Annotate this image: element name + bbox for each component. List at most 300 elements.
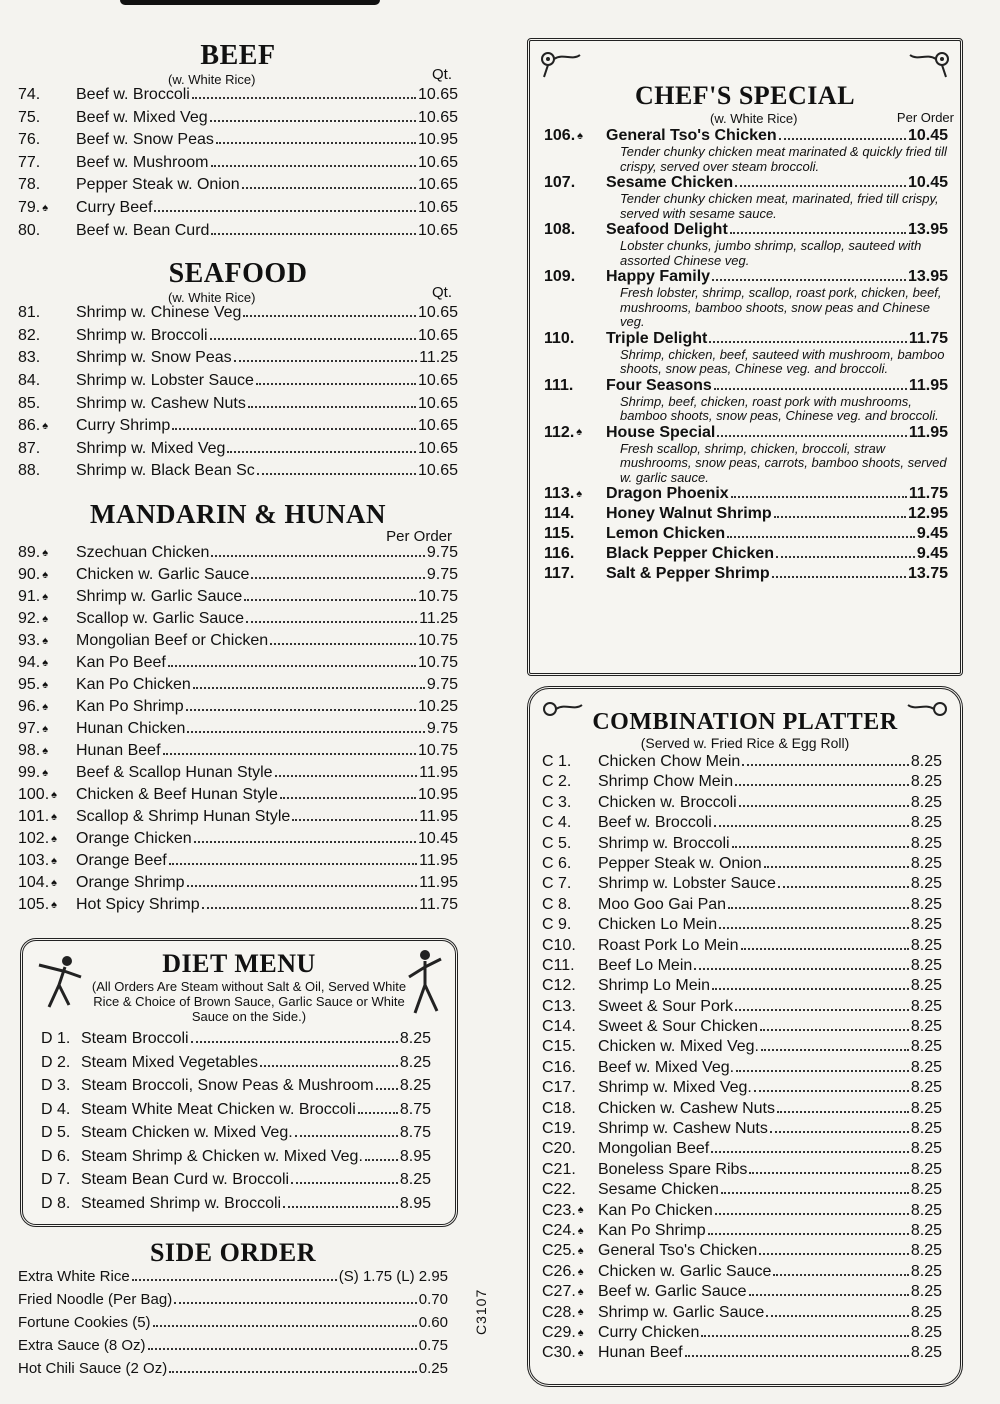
chef-row	[544, 505, 948, 525]
seafood-unit: Qt.	[431, 284, 452, 302]
dot-leader	[694, 968, 909, 970]
item-price: 10.75	[417, 653, 458, 671]
dot-leader	[770, 1131, 909, 1133]
dot-leader	[187, 731, 424, 733]
menu-row	[18, 349, 458, 372]
item-name: Shrimp w. Chinese Veg	[76, 304, 242, 322]
item-price: 10.65	[417, 462, 458, 480]
dot-leader	[210, 338, 416, 340]
chef-unit: Per Order	[896, 110, 954, 125]
item-number: 86. ♠	[18, 417, 49, 435]
item-number: C24. ♠	[542, 1221, 584, 1239]
item-price: 10.65	[417, 439, 458, 457]
item-number: 112. ♠	[544, 423, 583, 441]
item-name: Moo Goo Gai Pan	[598, 895, 727, 913]
item-price: (S) 1.75 (L) 2.95	[338, 1268, 448, 1285]
item-name: Salt & Pepper Shrimp	[606, 565, 770, 582]
item-name: Kan Po Chicken	[598, 1201, 713, 1219]
side-row	[18, 1268, 448, 1291]
dot-leader	[736, 1070, 909, 1072]
item-number: 93. ♠	[18, 631, 49, 649]
dot-leader	[772, 576, 906, 578]
top-decoration	[120, 0, 380, 5]
combination-platter-box	[527, 686, 963, 1387]
item-name: Beef w. Mixed Veg.	[598, 1058, 735, 1076]
item-price: 9.75	[426, 565, 458, 583]
combo-list	[530, 751, 960, 1365]
item-name: Steamed Shrimp w. Broccoli	[81, 1194, 282, 1212]
dot-leader	[742, 764, 909, 766]
item-description: Fresh scallop, shrimp, chicken, broccoli, straw mushrooms, snow peas, carrots, bamboo shoots, served w. garlic sauce.	[620, 440, 947, 485]
item-name: Beef w. Snow Peas	[76, 131, 214, 149]
dot-leader	[211, 165, 416, 167]
item-price: 11.95	[419, 763, 458, 781]
item-number: 108.	[544, 221, 576, 238]
dot-leader	[211, 555, 424, 557]
seafood-note: (w. White Rice)	[168, 290, 256, 306]
item-number: C28. ♠	[542, 1303, 584, 1321]
item-number: C29. ♠	[542, 1323, 584, 1341]
item-name: Sesame Chicken	[606, 174, 734, 191]
pepper-icon: ♠	[51, 832, 57, 845]
menu-row	[18, 440, 458, 463]
item-number: 75.	[18, 108, 41, 126]
combo-title: COMBINATION PLATTER	[592, 709, 898, 735]
combo-row	[542, 814, 942, 834]
item-price: 8.95	[399, 1147, 431, 1165]
combo-row	[542, 753, 942, 773]
menu-row	[18, 588, 458, 610]
item-name: Triple Delight	[606, 329, 708, 347]
dot-leader	[210, 120, 416, 122]
item-name: Shrimp w. Cashew Nuts	[598, 1120, 768, 1138]
item-price: 11.95	[419, 851, 458, 869]
item-number: 91. ♠	[18, 587, 49, 605]
item-price: 9.45	[916, 545, 948, 562]
menu-row	[18, 786, 458, 808]
dot-leader	[365, 1159, 398, 1161]
item-name: Honey Walnut Shrimp	[606, 505, 772, 522]
dot-leader	[234, 360, 418, 362]
item-name: Shrimp w. Black Bean Sc	[76, 462, 255, 480]
dot-leader	[773, 1274, 908, 1276]
mandarin-unit: Per Order	[386, 527, 452, 545]
item-name: Beef w. Broccoli	[598, 814, 712, 832]
item-number: C15.	[542, 1038, 576, 1056]
item-price: 8.25	[910, 753, 942, 770]
dot-leader	[735, 784, 909, 786]
item-number: C 2.	[542, 773, 572, 791]
item-number: C13.	[542, 997, 576, 1015]
diet-title: DIET MENU	[162, 949, 316, 978]
mandarin-list	[18, 544, 458, 918]
item-name: General Tso's Chicken	[606, 127, 777, 144]
menu-row	[18, 742, 458, 764]
item-name: Curry Shrimp	[76, 417, 171, 435]
item-name: Mongolian Beef	[598, 1140, 710, 1158]
dot-leader	[187, 885, 418, 887]
item-number: C 4.	[542, 814, 572, 832]
dot-leader	[242, 187, 416, 189]
menu-row	[18, 676, 458, 698]
item-name: Hot Chili Sauce (2 Oz)	[18, 1360, 168, 1377]
dot-leader	[169, 1371, 417, 1373]
item-name: General Tso's Chicken	[598, 1242, 758, 1260]
dot-leader	[163, 753, 416, 755]
item-price: 8.25	[910, 1262, 942, 1280]
item-price: 11.95	[419, 873, 458, 891]
combo-row	[542, 794, 942, 814]
dot-leader	[246, 621, 417, 623]
item-number: 96. ♠	[18, 697, 49, 715]
item-name: Lemon Chicken	[606, 525, 726, 542]
dot-leader	[148, 1348, 417, 1350]
item-name: Szechuan Chicken	[76, 543, 210, 561]
pepper-icon: ♠	[42, 766, 49, 779]
dot-leader	[283, 1206, 398, 1208]
pepper-icon: ♠	[42, 590, 49, 603]
item-description: Tender chunky chicken meat marinated & quickly fried till crispy, served over steam broccoli.	[620, 144, 947, 174]
item-number: C26. ♠	[542, 1262, 584, 1280]
item-price: 8.25	[910, 916, 942, 934]
combo-row	[542, 1100, 942, 1120]
diet-row	[41, 1171, 431, 1195]
item-number: C30. ♠	[542, 1344, 584, 1362]
item-number: 94. ♠	[18, 653, 49, 671]
dot-leader	[186, 709, 416, 711]
item-number: 98. ♠	[18, 741, 49, 759]
combo-row	[542, 1038, 942, 1058]
diet-row	[41, 1124, 431, 1148]
dot-leader	[712, 279, 906, 281]
item-number: C 1.	[542, 753, 572, 770]
dot-leader	[193, 687, 425, 689]
item-number: 76.	[18, 131, 41, 149]
item-price: 9.45	[916, 525, 948, 542]
item-name: Beef Lo Mein	[598, 956, 693, 974]
item-price: 10.65	[417, 394, 458, 412]
beef-title: BEEF	[200, 40, 276, 71]
item-number: 111.	[544, 376, 574, 394]
item-price: 0.25	[418, 1360, 448, 1377]
pepper-icon: ♠	[577, 1285, 584, 1298]
combo-note: (Served w. Fried Rice & Egg Roll)	[640, 735, 850, 751]
item-name: Chicken Lo Mein	[598, 916, 718, 934]
dot-leader	[275, 775, 418, 777]
item-number: 106. ♠	[544, 127, 583, 144]
item-number: 97. ♠	[18, 719, 49, 737]
item-price: 0.70	[418, 1291, 448, 1308]
item-price: 10.65	[417, 86, 458, 103]
item-number: D 7.	[41, 1171, 71, 1188]
diet-list	[23, 1024, 455, 1218]
dot-leader	[248, 406, 416, 408]
item-price: 11.75	[419, 895, 458, 913]
menu-row	[18, 109, 458, 132]
dot-leader	[731, 496, 907, 498]
dot-leader	[132, 1279, 337, 1281]
flower-corner-left-icon	[534, 47, 582, 79]
item-name: Shrimp Chow Mein	[598, 773, 734, 791]
diet-row	[41, 1077, 431, 1101]
item-number: D 6.	[41, 1147, 71, 1165]
item-name: Orange Beef	[76, 851, 167, 869]
item-price: 8.25	[910, 956, 942, 974]
item-number: 95. ♠	[18, 675, 49, 693]
item-name: Steam Broccoli	[81, 1030, 189, 1047]
dot-leader	[719, 927, 909, 929]
dot-leader	[777, 1111, 909, 1113]
item-price: 8.25	[399, 1053, 431, 1071]
dot-leader	[717, 435, 906, 437]
item-price: 8.25	[910, 997, 942, 1015]
pepper-icon: ♠	[577, 1347, 584, 1360]
item-name: Dragon Phoenix	[606, 485, 729, 502]
left-column	[18, 40, 458, 918]
item-name: Steam Shrimp & Chicken w. Mixed Veg.	[81, 1147, 363, 1165]
menu-row	[18, 395, 458, 418]
item-number: C18.	[542, 1099, 576, 1117]
item-price: 10.65	[417, 108, 458, 126]
item-number: C19.	[542, 1120, 576, 1138]
combo-row	[542, 835, 942, 855]
menu-row	[18, 852, 458, 874]
beef-note: (w. White Rice)	[168, 72, 256, 87]
mandarin-title: MANDARIN & HUNAN	[90, 498, 386, 529]
pepper-icon: ♠	[577, 1245, 584, 1258]
chef-special-box	[527, 38, 963, 676]
dot-leader	[715, 1213, 909, 1215]
dot-leader	[760, 1029, 909, 1031]
chef-title: CHEF'S SPECIAL	[634, 81, 856, 110]
item-number: 114.	[544, 505, 575, 522]
pepper-icon: ♠	[42, 546, 49, 559]
combo-row	[542, 957, 942, 977]
menu-row	[18, 86, 458, 109]
combo-row	[542, 1140, 942, 1160]
combo-row	[542, 1079, 942, 1099]
item-number: C16.	[542, 1058, 576, 1076]
item-price: 8.25	[910, 936, 942, 954]
menu-row	[18, 566, 458, 588]
item-number: 107.	[544, 174, 576, 191]
item-name: Chicken w. Mixed Veg.	[598, 1038, 759, 1056]
beef-unit: Qt.	[431, 66, 452, 83]
item-name: Seafood Delight	[606, 221, 728, 238]
menu-row	[18, 131, 458, 154]
menu-row	[18, 327, 458, 350]
item-name: Shrimp w. Garlic Sauce	[598, 1303, 765, 1321]
dot-leader	[292, 819, 417, 821]
item-name: Chicken Chow Mein	[598, 753, 741, 770]
item-number: 113. ♠	[544, 485, 583, 502]
pepper-icon: ♠	[51, 788, 57, 801]
pepper-icon: ♠	[42, 744, 49, 757]
dot-leader	[280, 797, 416, 799]
chef-row	[544, 485, 948, 505]
item-price: 8.25	[910, 1018, 942, 1036]
item-name: Shrimp w. Mixed Veg.	[598, 1079, 752, 1097]
dot-leader	[732, 846, 909, 848]
item-price: 12.95	[907, 505, 948, 522]
diet-note: (All Orders Are Steam without Salt & Oil, Served White Rice & Choice of Brown Sauce, Garlic Sauce or White Sauce on the Side.)	[91, 979, 407, 1024]
menu-row	[18, 199, 458, 222]
side-title: SIDE ORDER	[149, 1238, 317, 1267]
item-name: Kan Po Chicken	[76, 675, 191, 693]
item-price: 11.25	[419, 349, 458, 367]
item-price: 10.65	[417, 153, 458, 171]
item-name: Kan Po Shrimp	[598, 1221, 706, 1239]
item-price: 8.25	[910, 895, 942, 913]
dot-leader	[169, 863, 417, 865]
item-name: Beef w. Mushroom	[76, 153, 209, 171]
item-price: 8.25	[910, 793, 942, 811]
item-price: 8.75	[399, 1100, 431, 1118]
dot-leader	[227, 451, 416, 453]
item-name: Steam Bean Curd w. Broccoli	[81, 1171, 290, 1188]
dot-leader	[774, 516, 906, 518]
chef-row	[544, 565, 948, 585]
item-price: 10.75	[417, 631, 458, 649]
item-number: C 8.	[542, 895, 572, 913]
item-price: 10.95	[417, 785, 458, 803]
flower-corner-left-icon	[536, 695, 584, 727]
item-name: Shrimp w. Lobster Sauce	[598, 875, 776, 893]
item-price: 10.65	[417, 221, 458, 239]
item-price: 8.25	[910, 1303, 942, 1321]
item-description: Shrimp, chicken, beef, sauteed with mushroom, bamboo shoots, snow peas, Chinese veg. and broccoli.	[620, 346, 945, 376]
item-price: 11.95	[419, 807, 458, 825]
menu-row	[18, 222, 458, 245]
dot-leader	[776, 556, 915, 558]
item-price: 8.25	[910, 1058, 942, 1076]
item-price: 8.25	[910, 977, 942, 995]
item-number: 83.	[18, 349, 41, 367]
side-order-section	[18, 1238, 448, 1383]
item-price: 8.25	[910, 1242, 942, 1260]
item-price: 11.95	[908, 376, 948, 394]
combo-row	[542, 773, 942, 793]
item-name: Shrimp w. Broccoli	[76, 326, 208, 344]
dot-leader	[735, 1009, 909, 1011]
item-number: 80.	[18, 221, 41, 239]
item-name: Extra White Rice	[18, 1268, 130, 1285]
item-price: 8.25	[910, 1201, 942, 1219]
dot-leader	[714, 388, 907, 390]
seafood-title: SEAFOOD	[168, 258, 308, 290]
dancer-left-icon	[29, 949, 89, 1013]
side-row	[18, 1291, 448, 1314]
pepper-icon: ♠	[42, 419, 49, 432]
item-price: 8.25	[910, 1323, 942, 1341]
item-price: 8.25	[910, 1038, 942, 1056]
item-name: Scallop & Shrimp Hunan Style	[76, 807, 291, 825]
dot-leader	[256, 383, 416, 385]
dot-leader	[251, 577, 424, 579]
item-price: 13.75	[907, 565, 948, 582]
item-number: C 6.	[542, 854, 572, 872]
item-name: Shrimp w. Mixed Veg	[76, 439, 226, 457]
combo-row	[542, 1242, 942, 1262]
dot-leader	[358, 1112, 398, 1114]
dot-leader	[779, 138, 906, 140]
item-name: Sesame Chicken	[598, 1181, 719, 1199]
item-name: Steam Broccoli, Snow Peas & Mushroom	[81, 1077, 374, 1094]
combo-row	[542, 1304, 942, 1324]
diet-row	[41, 1054, 431, 1078]
menu-row	[18, 896, 458, 918]
item-price: 9.75	[426, 543, 458, 561]
item-number: 79. ♠	[18, 198, 49, 216]
item-name: Beef w. Broccoli	[76, 86, 190, 103]
item-name: Roast Pork Lo Mein	[598, 936, 739, 954]
diet-row	[41, 1101, 431, 1125]
combo-row	[542, 875, 942, 895]
menu-row	[18, 874, 458, 896]
item-price: 11.95	[908, 423, 948, 441]
combo-row	[542, 1324, 942, 1344]
item-name: Fortune Cookies (5)	[18, 1314, 151, 1331]
dot-leader	[711, 1151, 909, 1153]
item-number: 82.	[18, 326, 41, 344]
item-number: 110.	[544, 329, 575, 347]
item-name: Sweet & Sour Pork	[598, 997, 734, 1015]
item-number: 92. ♠	[18, 609, 49, 627]
item-price: 8.25	[910, 834, 942, 852]
item-number: 78.	[18, 176, 41, 194]
item-number: C23. ♠	[542, 1201, 584, 1219]
item-name: Beef w. Garlic Sauce	[598, 1283, 747, 1301]
item-name: Happy Family	[606, 268, 711, 285]
item-name: Hunan Beef	[76, 741, 161, 759]
item-price: 10.65	[417, 304, 458, 322]
item-number: 100. ♠	[18, 785, 57, 803]
item-price: 10.45	[907, 127, 948, 144]
pepper-icon: ♠	[577, 1204, 584, 1217]
item-name: Beef w. Bean Curd	[76, 221, 210, 239]
item-price: 8.25	[910, 814, 942, 832]
item-number: C22.	[542, 1181, 576, 1199]
item-number: C12.	[542, 977, 576, 995]
item-number: C17.	[542, 1079, 576, 1097]
combo-row	[542, 1222, 942, 1242]
item-price: 0.75	[418, 1337, 448, 1354]
item-number: C27. ♠	[542, 1283, 584, 1301]
side-row	[18, 1337, 448, 1360]
item-number: 102. ♠	[18, 829, 57, 847]
pepper-icon: ♠	[42, 568, 49, 581]
combo-row	[542, 1059, 942, 1079]
item-name: Mongolian Beef or Chicken	[76, 631, 269, 649]
menu-row	[18, 417, 458, 440]
item-name: Kan Po Shrimp	[76, 697, 184, 715]
dot-leader	[202, 907, 418, 909]
combo-row	[542, 1161, 942, 1181]
item-price: 8.25	[910, 854, 942, 872]
pepper-icon: ♠	[577, 1306, 584, 1319]
dot-leader	[154, 210, 415, 212]
item-price: 8.25	[399, 1171, 431, 1188]
item-price: 8.25	[910, 1344, 942, 1362]
item-name: Steam Mixed Vegetables	[81, 1053, 258, 1071]
combo-row	[542, 1263, 942, 1283]
chef-row	[544, 525, 948, 545]
item-number: 109.	[544, 268, 576, 285]
menu-row	[18, 764, 458, 786]
item-price: 10.45	[907, 174, 948, 191]
dot-leader	[216, 142, 416, 144]
item-price: 10.25	[417, 697, 458, 715]
